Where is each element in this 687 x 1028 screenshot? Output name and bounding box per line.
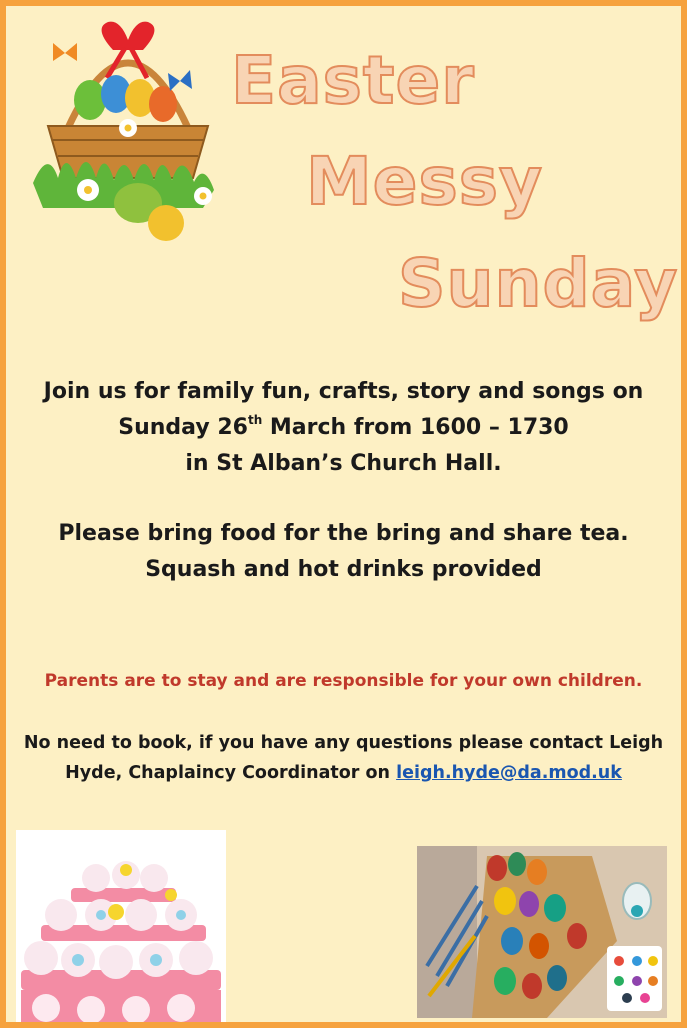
food-line-2: Squash and hot drinks provided — [145, 557, 542, 582]
title-line-messy: Messy — [306, 143, 544, 220]
contact-line-2 — [6, 758, 681, 788]
parents-notice: Parents are to stay and are responsible for your own children. — [44, 671, 643, 691]
event-details — [6, 374, 681, 482]
food-info — [6, 516, 681, 588]
email-link[interactable]: leigh.hyde@da.mod.uk — [396, 763, 622, 783]
details-time: March from 1600 – 1730 — [262, 415, 569, 440]
details-date: Sunday 26 — [118, 415, 248, 440]
title-line-sunday: Sunday — [398, 245, 679, 322]
title-line-easter: Easter — [231, 42, 475, 119]
easter-basket-image — [28, 18, 228, 248]
date-suffix: th — [247, 413, 263, 427]
painted-eggs-photo — [417, 846, 667, 1018]
poster — [6, 6, 681, 1022]
details-line-3: in St Alban’s Church Hall. — [185, 451, 502, 476]
contact-line-1: No need to book, if you have any questions please contact Leigh — [23, 733, 664, 753]
contact-prefix: Hyde, Chaplaincy Coordinator on — [65, 763, 397, 783]
cupcakes-photo — [16, 830, 226, 1022]
contact-info — [6, 728, 681, 788]
details-line-1: Join us for family fun, crafts, story and songs on — [43, 379, 644, 404]
details-line-2 — [6, 410, 681, 446]
food-line-1: Please bring food for the bring and share tea. — [58, 521, 629, 546]
